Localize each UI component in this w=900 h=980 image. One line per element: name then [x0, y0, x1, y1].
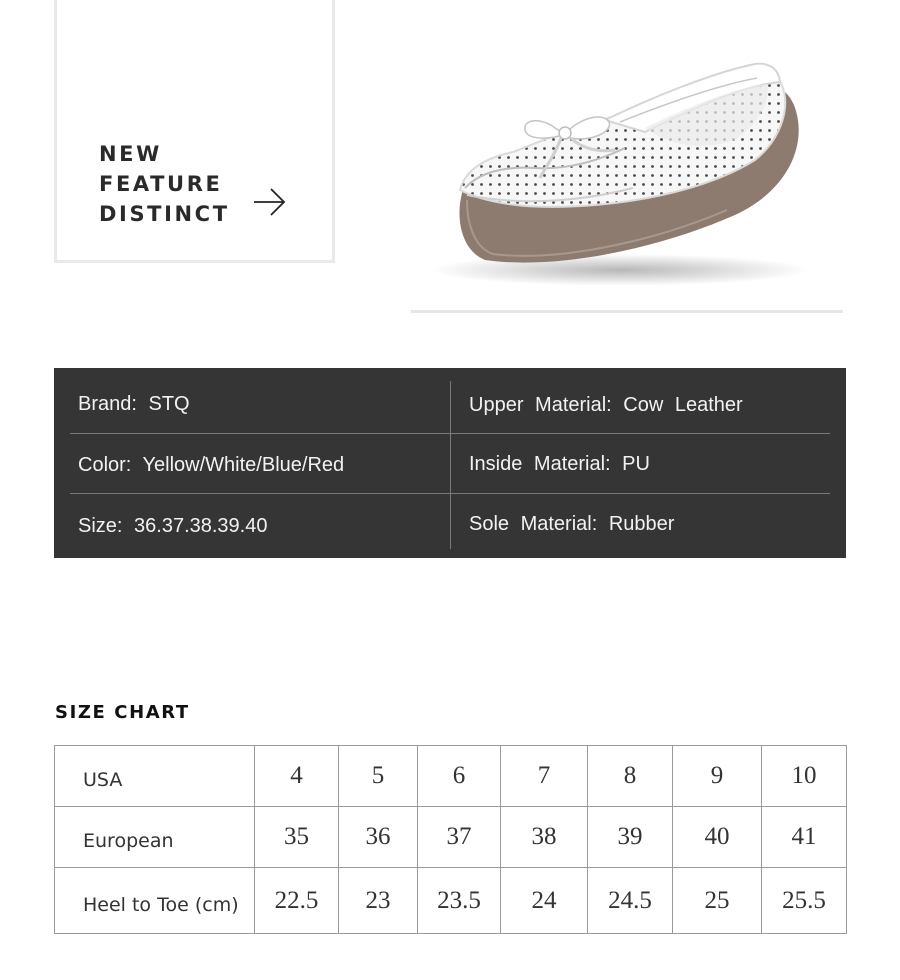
cell-cm-6: 25: [673, 868, 762, 934]
cell-cm-4: 24: [501, 868, 588, 934]
feature-text: [99, 139, 230, 229]
feature-line-new: NEW: [99, 142, 162, 166]
cell-eu-7: 41: [762, 807, 847, 868]
table-row-heel-to-toe: [55, 868, 847, 934]
spec-divider-1: [70, 433, 830, 434]
cell-usa-2: 5: [339, 746, 418, 807]
spec-brand: Brand: STQ: [78, 393, 190, 415]
spec-panel: [54, 368, 846, 558]
cell-cm-7: 25.5: [762, 868, 847, 934]
cell-cm-3: 23.5: [418, 868, 501, 934]
spec-size: Size: 36.37.38.39.40: [78, 515, 268, 537]
row-label-european: European: [55, 807, 255, 868]
cell-cm-5: 24.5: [588, 868, 673, 934]
arrow-right-icon[interactable]: [253, 187, 287, 217]
spec-divider-2: [70, 493, 830, 494]
row-label-heel-to-toe: Heel to Toe (cm): [55, 868, 255, 934]
cell-eu-4: 38: [501, 807, 588, 868]
table-row-european: [55, 807, 847, 868]
cell-eu-1: 35: [255, 807, 339, 868]
cell-usa-5: 8: [588, 746, 673, 807]
spec-divider-vertical: [450, 381, 451, 549]
cell-usa-3: 6: [418, 746, 501, 807]
cell-cm-1: 22.5: [255, 868, 339, 934]
spec-sole-material: Sole Material: Rubber: [469, 513, 675, 535]
cell-cm-2: 23: [339, 868, 418, 934]
spec-upper-material: Upper Material: Cow Leather: [469, 394, 743, 416]
cell-usa-1: 4: [255, 746, 339, 807]
product-image: [405, 0, 850, 330]
cell-usa-6: 9: [673, 746, 762, 807]
cell-eu-3: 37: [418, 807, 501, 868]
cell-eu-2: 36: [339, 807, 418, 868]
product-floor-line: [411, 310, 843, 313]
shoe-illustration: [405, 0, 850, 330]
feature-line-distinct: DISTINCT: [99, 202, 230, 226]
spec-inside-material: Inside Material: PU: [469, 453, 650, 475]
table-row-usa: [55, 746, 847, 807]
cell-eu-5: 39: [588, 807, 673, 868]
spec-color: Color: Yellow/White/Blue/Red: [78, 454, 345, 476]
feature-banner: [54, 0, 335, 263]
cell-usa-7: 10: [762, 746, 847, 807]
size-chart-title: SIZE CHART: [55, 702, 190, 723]
row-label-usa: USA: [55, 746, 255, 807]
size-chart-table: [54, 745, 847, 934]
cell-usa-4: 7: [501, 746, 588, 807]
feature-line-feature: FEATURE: [99, 172, 223, 196]
cell-eu-6: 40: [673, 807, 762, 868]
